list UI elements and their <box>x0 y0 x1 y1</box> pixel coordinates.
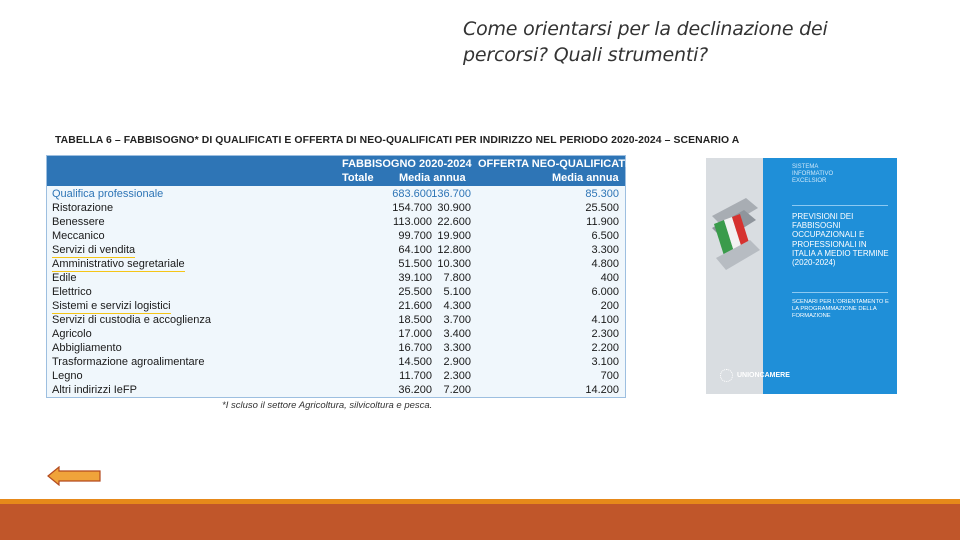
row-media-annua: 12.800 <box>437 244 471 256</box>
data-table <box>46 155 629 398</box>
table-row <box>47 369 625 383</box>
cover-side-panel <box>706 158 763 394</box>
row-offerta: 25.500 <box>585 202 619 214</box>
row-media-annua: 3.400 <box>443 328 471 340</box>
row-offerta: 85.300 <box>585 188 619 200</box>
cover-divider-2 <box>792 292 888 293</box>
row-offerta: 6.000 <box>591 286 619 298</box>
row-offerta: 2.300 <box>591 328 619 340</box>
table-row <box>47 313 625 327</box>
row-name: Elettrico <box>52 286 92 298</box>
table-row <box>47 327 625 341</box>
table-row <box>47 243 625 257</box>
row-totale: 14.500 <box>398 356 432 368</box>
row-name: Altri indirizzi IeFP <box>52 384 137 396</box>
row-media-annua: 3.700 <box>443 314 471 326</box>
row-name: Meccanico <box>52 230 105 242</box>
slide-title-line1: Come orientarsi per la declinazione dei <box>463 18 828 40</box>
table-row <box>47 187 625 201</box>
cover-divider <box>792 205 888 206</box>
row-offerta: 3.300 <box>591 244 619 256</box>
row-name: Agricolo <box>52 328 92 340</box>
row-offerta: 6.500 <box>591 230 619 242</box>
row-media-annua: 4.300 <box>443 300 471 312</box>
arrow-left-icon <box>47 466 101 486</box>
row-totale: 154.700 <box>392 202 432 214</box>
row-offerta: 4.800 <box>591 258 619 270</box>
row-totale: 39.100 <box>398 272 432 284</box>
row-media-annua: 22.600 <box>437 216 471 228</box>
row-totale: 683.600 <box>392 188 432 200</box>
row-totale: 51.500 <box>398 258 432 270</box>
cover-brand <box>720 368 790 382</box>
slide-title-line2: percorsi? Quali strumenti? <box>463 44 709 66</box>
cover-subtitle: SCENARI PER L'ORIENTAMENTO E LA PROGRAMMAZIONE DELLA FORMAZIONE <box>792 299 889 319</box>
table-row <box>47 299 625 313</box>
header-fabbisogno: FABBISOGNO 2020-2024 <box>342 158 472 170</box>
table-caption: TABELLA 6 – FABBISOGNO* DI QUALIFICATI E OFFERTA DI NEO-QUALIFICATI PER INDIRIZZO NEL PERIODO 2020-2024 – SCENARIO A <box>55 135 740 146</box>
table-row <box>47 229 625 243</box>
table-row <box>47 215 625 229</box>
report-cover-image <box>706 158 897 394</box>
row-name: Servizi di custodia e accoglienza <box>52 314 211 326</box>
row-media-annua: 2.300 <box>443 370 471 382</box>
back-button[interactable] <box>47 466 101 486</box>
row-name: Trasformazione agroalimentare <box>52 356 205 368</box>
slide-title <box>463 16 883 68</box>
cover-title: PREVISIONI DEI FABBISOGNI OCCUPAZIONALI E PROFESSIONALI IN ITALIA A MEDIO TERMINE (2020-2024) <box>792 212 889 268</box>
subheader-media-annua-2: Media annua <box>552 172 619 184</box>
row-name: Benessere <box>52 216 105 228</box>
row-offerta: 11.900 <box>586 216 619 228</box>
row-name: Abbigliamento <box>52 342 122 354</box>
row-name: Ristorazione <box>52 202 114 214</box>
row-offerta: 4.100 <box>591 314 619 326</box>
row-media-annua: 136.700 <box>431 188 471 200</box>
cover-italy-decoration-icon <box>706 158 763 394</box>
row-totale: 21.600 <box>398 300 432 312</box>
row-media-annua: 10.300 <box>437 258 471 270</box>
row-media-annua: 30.900 <box>437 202 471 214</box>
row-offerta: 3.100 <box>591 356 619 368</box>
table-row <box>47 341 625 355</box>
footer-bar <box>0 504 960 540</box>
row-totale: 64.100 <box>398 244 432 256</box>
cover-series-label: SISTEMA INFORMATIVO EXCELSIOR <box>792 164 834 184</box>
table-row <box>47 201 625 215</box>
row-name: Edile <box>52 272 77 284</box>
row-totale: 11.700 <box>399 370 432 382</box>
row-offerta: 2.200 <box>591 342 619 354</box>
subheader-totale: Totale <box>342 172 374 184</box>
cover-brand-label: UNIONCAMERE <box>737 371 790 379</box>
row-offerta: 700 <box>600 370 619 382</box>
table-footnote: *I scluso il settore Agricoltura, silvicoltura e pesca. <box>222 400 433 411</box>
table-row <box>47 257 625 271</box>
row-media-annua: 7.800 <box>443 272 471 284</box>
row-offerta: 400 <box>600 272 619 284</box>
row-name: Amministrativo segretariale <box>52 258 185 270</box>
row-name: Qualifica professionale <box>52 188 164 200</box>
unioncamere-logo-icon <box>720 369 733 382</box>
table-row <box>47 383 625 397</box>
table-row <box>47 285 625 299</box>
row-totale: 113.000 <box>393 216 432 228</box>
row-offerta: 200 <box>600 300 619 312</box>
header-offerta: OFFERTA NEO-QUALIFICATI <box>478 158 629 170</box>
row-name: Sistemi e servizi logistici <box>52 300 171 312</box>
row-media-annua: 2.900 <box>443 356 471 368</box>
row-totale: 36.200 <box>398 384 432 396</box>
row-totale: 99.700 <box>398 230 432 242</box>
row-name: Legno <box>52 370 83 382</box>
row-totale: 25.500 <box>398 286 432 298</box>
row-offerta: 14.200 <box>585 384 619 396</box>
row-totale: 16.700 <box>398 342 432 354</box>
row-media-annua: 3.300 <box>443 342 471 354</box>
row-media-annua: 5.100 <box>443 286 471 298</box>
row-media-annua: 19.900 <box>437 230 471 242</box>
subheader-media-annua-1: Media annua <box>399 172 466 184</box>
table-row <box>47 271 625 285</box>
row-totale: 17.000 <box>398 328 432 340</box>
row-media-annua: 7.200 <box>443 384 471 396</box>
table-row <box>47 355 625 369</box>
row-name: Servizi di vendita <box>52 244 136 256</box>
row-totale: 18.500 <box>398 314 432 326</box>
